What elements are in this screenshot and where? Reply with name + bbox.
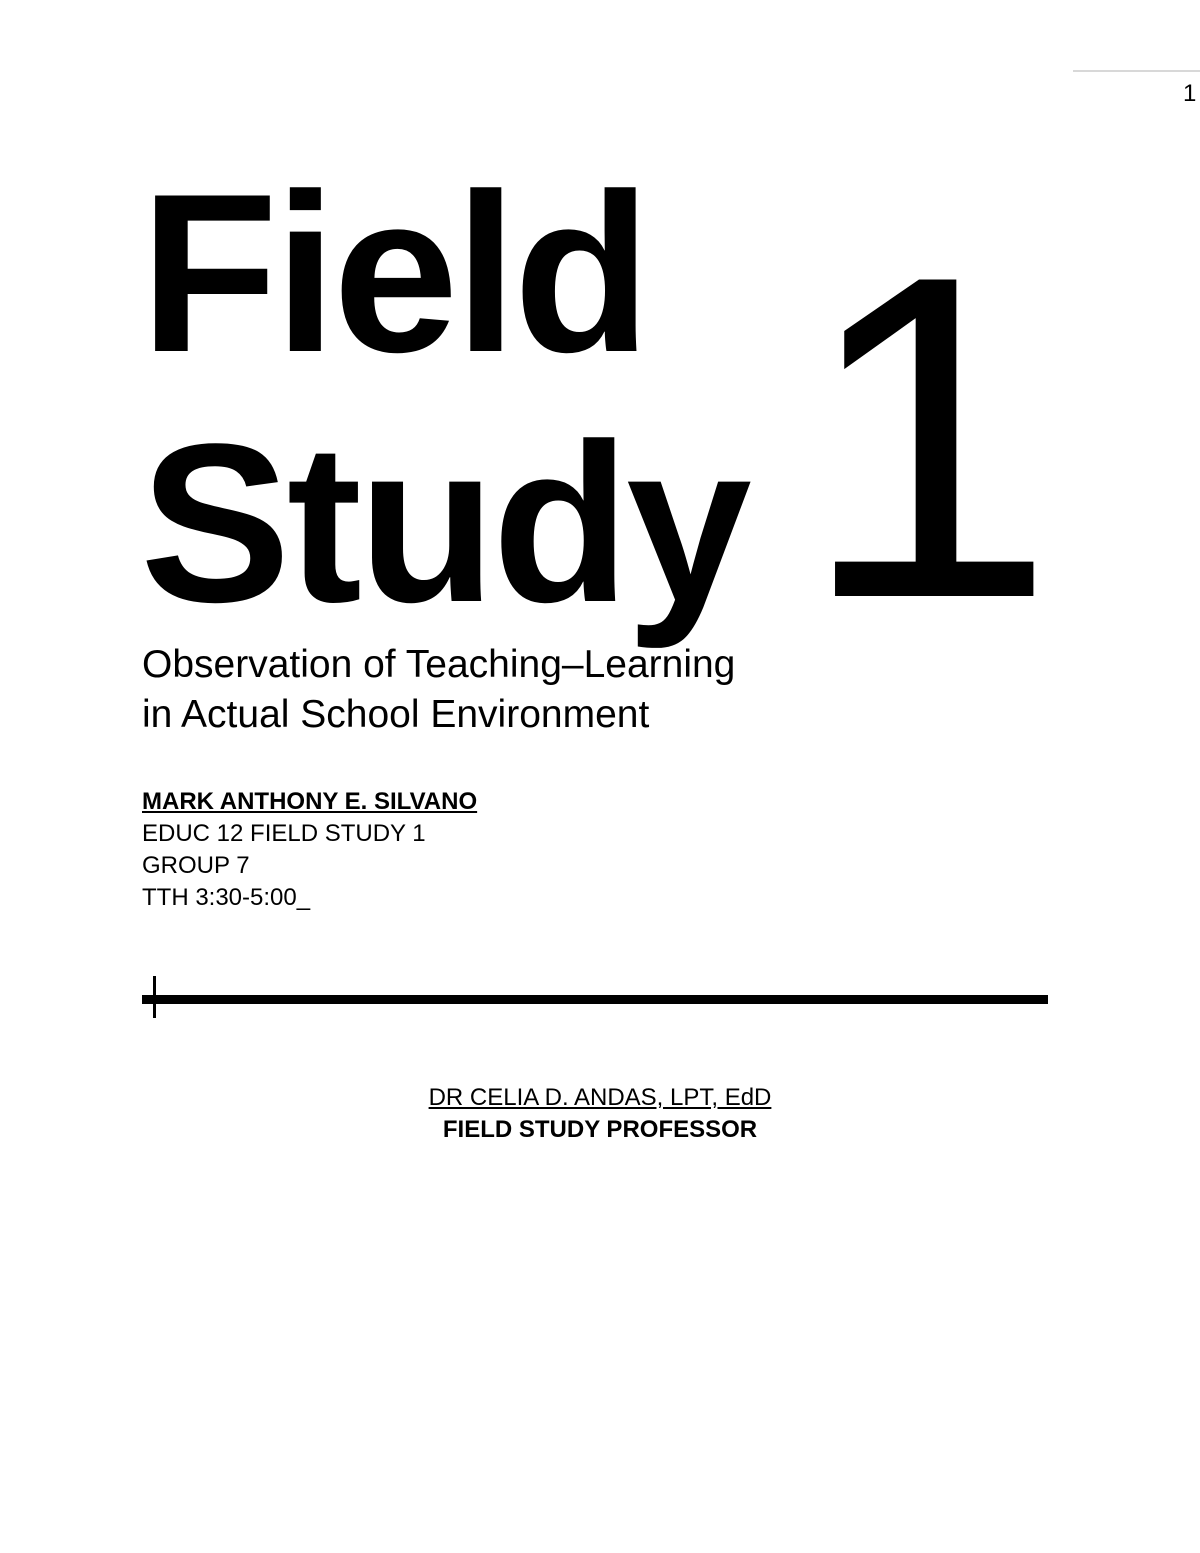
professor-role: FIELD STUDY PROFESSOR <box>442 1116 758 1143</box>
section-divider <box>142 995 1048 1004</box>
page-number: 1 <box>1183 80 1197 107</box>
student-group: GROUP 7 <box>142 852 250 879</box>
title-line-study: Study <box>140 396 748 649</box>
subtitle-line-1: Observation of Teaching–Learning <box>142 643 736 686</box>
divider-tick-mark <box>153 976 156 1018</box>
professor-name: DR CELIA D. ANDAS, LPT, EdD <box>428 1084 772 1111</box>
title-line-field: Field <box>140 146 648 399</box>
title-number: 1 <box>800 181 1056 694</box>
student-course: EDUC 12 FIELD STUDY 1 <box>142 820 426 847</box>
student-name: MARK ANTHONY E. SILVANO <box>142 788 478 815</box>
student-info <box>142 786 477 914</box>
student-schedule: TTH 3:30-5:00_ <box>142 884 311 911</box>
subtitle <box>142 640 735 740</box>
header-rule <box>1073 70 1200 72</box>
professor-info <box>0 1082 1200 1146</box>
subtitle-line-2: in Actual School Environment <box>142 693 650 736</box>
